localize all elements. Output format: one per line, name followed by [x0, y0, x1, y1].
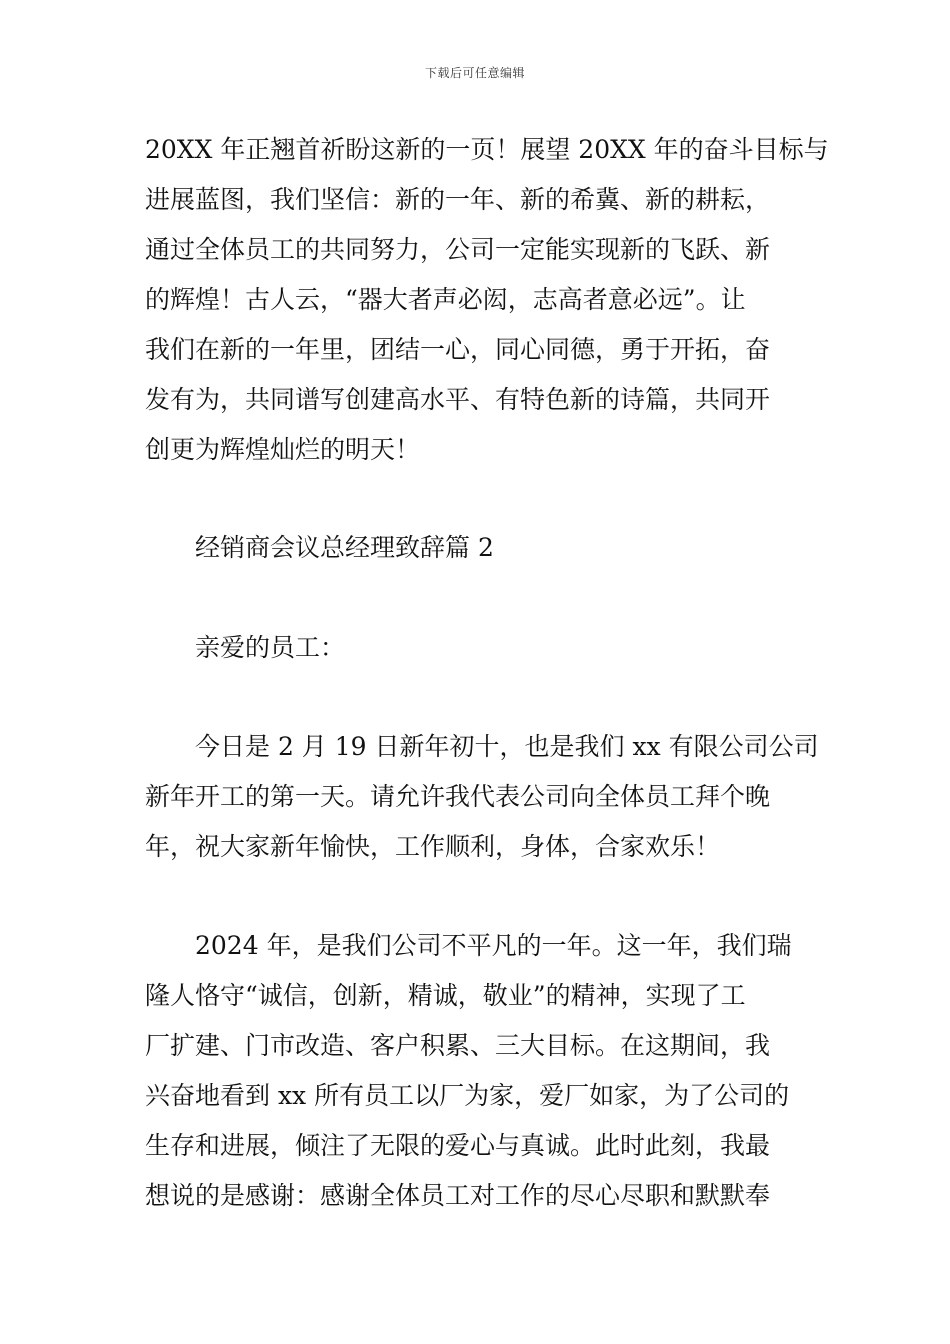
greeting: 亲爱的员工： [195, 633, 346, 662]
paragraph-line: 新年开工的第一天。请允许我代表公司向全体员工拜个晚 [145, 782, 771, 811]
paragraph-line: 年，祝大家新年愉快，工作顺利，身体，合家欢乐！ [145, 832, 721, 861]
paragraph-line: 今日是 2 月 19 日新年初十，也是我们 xx 有限公司公司 [195, 732, 819, 761]
paragraph-line: 2024 年，是我们公司不平凡的一年。这一年，我们瑞 [195, 931, 792, 960]
paragraph-line: 20XX 年正翘首祈盼这新的一页！展望 20XX 年的奋斗目标与 [145, 135, 829, 164]
paragraph-line: 兴奋地看到 xx 所有员工以厂为家，爱厂如家，为了公司的 [145, 1081, 790, 1110]
paragraph-line: 发有为，共同谱写创建高水平、有特色新的诗篇，共同开 [145, 385, 771, 414]
paragraph-line: 生存和进展，倾注了无限的爱心与真诚。此时此刻，我最 [145, 1131, 771, 1160]
paragraph-line: 厂扩建、门市改造、客户积累、三大目标。在这期间，我 [145, 1031, 771, 1060]
header-note: 下载后可任意编辑 [424, 66, 525, 80]
section-title: 经销商会议总经理致辞篇 2 [195, 533, 494, 562]
paragraph-line: 的辉煌！古人云，“器大者声必闳，志高者意必远”。让 [145, 285, 746, 314]
paragraph-line: 通过全体员工的共同努力，公司一定能实现新的飞跃、新 [145, 235, 771, 264]
paragraph-line: 进展蓝图，我们坚信：新的一年、新的希冀、新的耕耘， [145, 185, 771, 214]
paragraph-line: 隆人恪守“诚信，创新，精诚，敬业”的精神，实现了工 [145, 981, 746, 1010]
paragraph-line: 想说的是感谢：感谢全体员工对工作的尽心尽职和默默奉 [145, 1181, 771, 1210]
paragraph-line: 创更为辉煌灿烂的明天！ [145, 435, 421, 464]
paragraph-line: 我们在新的一年里，团结一心，同心同德，勇于开拓，奋 [145, 335, 771, 364]
